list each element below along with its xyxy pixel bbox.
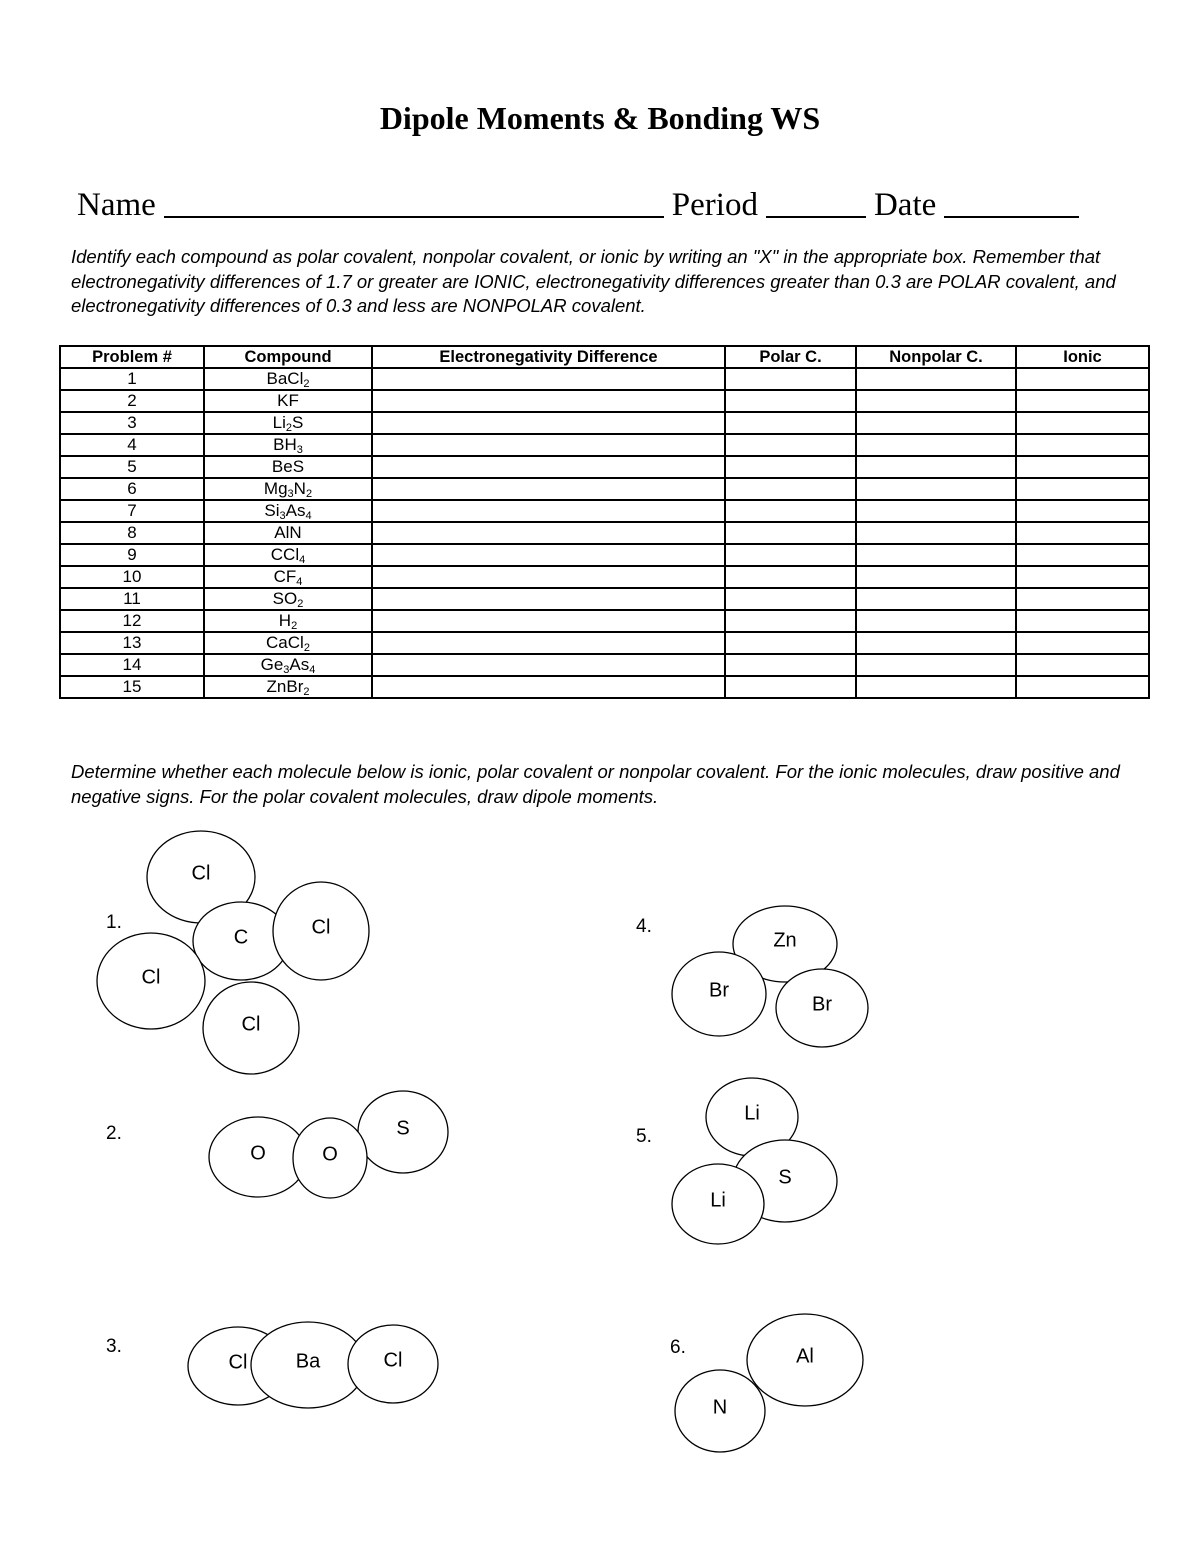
compound-cell: BeS xyxy=(204,456,372,478)
problem-number-cell: 4 xyxy=(60,434,204,456)
atom-label: Cl xyxy=(228,1351,248,1374)
atom-label: N xyxy=(712,1396,728,1419)
date-label: Date xyxy=(873,187,937,223)
worksheet-title: Dipole Moments & Bonding WS xyxy=(379,100,821,136)
molecule-6 xyxy=(670,1314,863,1452)
atom-label: Li xyxy=(710,1189,726,1212)
molecule-2 xyxy=(106,1091,448,1198)
compound-cell: KF xyxy=(204,390,372,412)
problem-number-cell: 6 xyxy=(60,478,204,500)
molecule-number-label: 3. xyxy=(106,1336,122,1357)
period-label: Period xyxy=(671,187,758,223)
atom-label: C xyxy=(233,926,249,949)
polar-header: Polar C. xyxy=(725,346,856,368)
problem-number-cell: 8 xyxy=(60,522,204,544)
compound-cell: ZnBr$_2$ xyxy=(204,676,372,698)
problem-number-cell: 10 xyxy=(60,566,204,588)
problem-number-cell: 13 xyxy=(60,632,204,654)
problem-number-cell: 9 xyxy=(60,544,204,566)
problem-number-cell: 14 xyxy=(60,654,204,676)
atom-label: O xyxy=(322,1143,338,1166)
nonpolar-header: Nonpolar C. xyxy=(856,346,1016,368)
molecule-number-label: 6. xyxy=(670,1337,686,1358)
atom-label: Cl xyxy=(141,966,161,989)
problem-number-cell: 7 xyxy=(60,500,204,522)
problem-number-cell: 1 xyxy=(60,368,204,390)
molecule-number-label: 5. xyxy=(636,1126,652,1147)
atom-label: Zn xyxy=(773,929,797,952)
compound-cell: $CF_4$ xyxy=(204,566,372,588)
compound-cell: $Li_2S$ xyxy=(204,412,372,434)
atom-label: Br xyxy=(812,993,832,1016)
atom-label: Br xyxy=(709,979,729,1002)
molecule-5 xyxy=(636,1078,837,1244)
problem-number-header: Problem # xyxy=(60,346,204,368)
compound-cell: $H_2$ xyxy=(204,610,372,632)
compound-cell: BaCl$_2$ xyxy=(204,368,372,390)
compound-cell: CCl$_4$ xyxy=(204,544,372,566)
problem-number-cell: 5 xyxy=(60,456,204,478)
atom-label: Cl xyxy=(241,1013,261,1036)
compound-cell: AlN xyxy=(204,522,372,544)
problem-number-cell: 12 xyxy=(60,610,204,632)
compound-header: Compound xyxy=(204,346,372,368)
compound-cell: $Si_3As_4$ xyxy=(204,500,372,522)
ionic-header: Ionic xyxy=(1016,346,1149,368)
name-label: Name xyxy=(77,187,156,223)
problem-number-cell: 2 xyxy=(60,390,204,412)
en-difference-header: Electronegativity Difference xyxy=(372,346,725,368)
atom-label: Cl xyxy=(191,862,211,885)
atom-label: S xyxy=(778,1166,792,1189)
compound-cell: CaCl$_2$ xyxy=(204,632,372,654)
molecule-number-label: 4. xyxy=(636,916,652,937)
atom-label: Cl xyxy=(383,1349,403,1372)
problem-number-cell: 11 xyxy=(60,588,204,610)
molecule-number-label: 2. xyxy=(106,1123,122,1144)
instructions-molecules: Determine whether each molecule below is ionic, polar covalent or nonpolar covalent. For the ionic molecules, draw positive and negative signs. For the polar covalent molecules, draw dipole moments. xyxy=(71,761,1120,807)
molecule-1 xyxy=(97,831,369,1074)
atom-label: S xyxy=(396,1117,410,1140)
compound-cell: $Ge_3As_4$ xyxy=(204,654,372,676)
instructions-table: Identify each compound as polar covalent, nonpolar covalent, or ionic by writing an "X" in the appropriate box. Remember that electronegativity differences of 1.7 or greater are IONIC, electronegativity differences greater than 0.3 are POLAR covalent, and electronegativity differences of 0.3 and less are NONPOLAR covalent. xyxy=(71,246,1116,316)
compound-cell: $BH_3$ xyxy=(204,434,372,456)
atom-label: Al xyxy=(796,1345,814,1368)
compound-cell: $Mg_3N_2$ xyxy=(204,478,372,500)
compound-cell: $SO_2$ xyxy=(204,588,372,610)
problem-number-cell: 15 xyxy=(60,676,204,698)
atom-label: Li xyxy=(744,1102,760,1125)
atom-label: Ba xyxy=(295,1350,321,1373)
molecule-4 xyxy=(636,906,868,1047)
molecule-number-label: 1. xyxy=(106,912,122,933)
atom-label: Cl xyxy=(311,916,331,939)
atom-label: O xyxy=(250,1142,266,1165)
problem-number-cell: 3 xyxy=(60,412,204,434)
molecule-3 xyxy=(106,1322,438,1408)
